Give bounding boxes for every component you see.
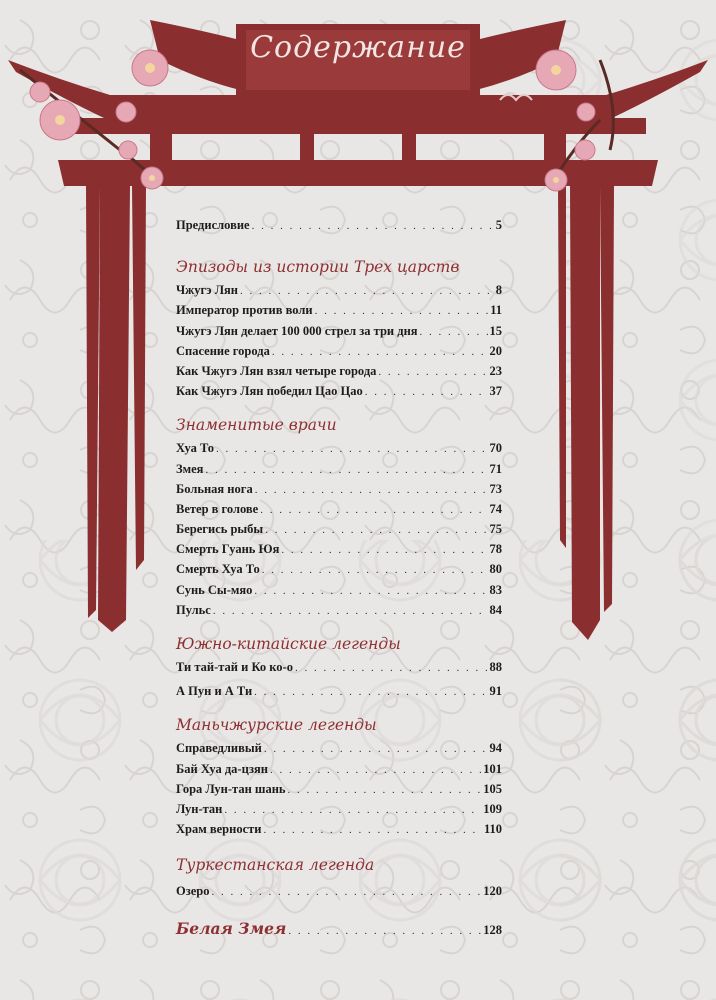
entry-page: 5 bbox=[495, 218, 502, 232]
entry-title: Император против воли bbox=[176, 303, 313, 318]
section-heading: Южно-китайские легенды bbox=[176, 635, 401, 653]
toc-entry[interactable] bbox=[176, 782, 502, 802]
entry-page: 23 bbox=[489, 363, 502, 378]
entry-page: 74 bbox=[489, 501, 502, 516]
dot-leader bbox=[263, 824, 481, 836]
toc-entry-preface[interactable] bbox=[176, 218, 502, 238]
entry-title: Спасение города bbox=[176, 343, 270, 358]
dot-leader bbox=[240, 285, 494, 297]
entry-title: Озеро bbox=[176, 884, 210, 899]
dot-leader bbox=[255, 484, 488, 496]
entry-title: Предисловие bbox=[176, 218, 250, 232]
entry-page: 84 bbox=[489, 602, 502, 617]
entry-title: Чжугэ Лян bbox=[176, 283, 238, 298]
entry-title: Сунь Сы-мяо bbox=[176, 582, 253, 597]
dot-leader bbox=[288, 784, 482, 796]
toc-entry[interactable] bbox=[176, 660, 502, 680]
entry-page: 75 bbox=[489, 522, 502, 537]
dot-leader bbox=[265, 524, 487, 536]
entry-page: 101 bbox=[483, 761, 502, 776]
dot-leader bbox=[315, 305, 489, 317]
dot-leader bbox=[212, 886, 482, 898]
entry-title: Берегись рыбы bbox=[176, 522, 264, 537]
toc-entry[interactable] bbox=[176, 802, 502, 822]
entry-title: Лун-тан bbox=[176, 801, 223, 816]
entry-title: Хуа То bbox=[176, 441, 215, 456]
entry-page: 105 bbox=[483, 781, 502, 796]
toc-entry[interactable] bbox=[176, 684, 502, 704]
toc-entry[interactable] bbox=[176, 462, 502, 482]
entry-page: 128 bbox=[483, 922, 502, 937]
toc-entry[interactable] bbox=[176, 884, 502, 904]
entry-title: Как Чжугэ Лян взял четыре города bbox=[176, 363, 377, 378]
entry-page: 70 bbox=[489, 441, 502, 456]
page-title: Содержание bbox=[250, 30, 466, 65]
section-heading: Маньчжурские легенды bbox=[176, 716, 377, 735]
entry-title: Пульс bbox=[176, 602, 211, 617]
dot-leader bbox=[270, 764, 481, 776]
entry-page: 120 bbox=[483, 884, 502, 899]
entry-title: Змея bbox=[176, 461, 204, 476]
dot-leader bbox=[224, 804, 481, 816]
dot-leader bbox=[252, 220, 494, 232]
entry-page: 80 bbox=[489, 562, 502, 577]
toc-entry[interactable] bbox=[176, 583, 502, 603]
toc-entry[interactable] bbox=[176, 542, 502, 562]
dot-leader bbox=[213, 605, 488, 617]
toc-entry[interactable] bbox=[176, 384, 502, 404]
entry-page: 83 bbox=[489, 582, 502, 597]
dot-leader bbox=[272, 346, 488, 358]
dot-leader bbox=[254, 686, 487, 698]
toc-entry[interactable] bbox=[176, 502, 502, 522]
entry-title: Чжугэ Лян делает 100 000 стрел за три дня bbox=[176, 323, 418, 338]
toc-entry[interactable] bbox=[176, 822, 502, 842]
dot-leader bbox=[216, 443, 487, 455]
toc-entry[interactable] bbox=[176, 562, 502, 582]
entry-title: Как Чжугэ Лян победил Цао Цао bbox=[176, 384, 363, 399]
dot-leader bbox=[281, 544, 487, 556]
entry-title: Больная нога bbox=[176, 481, 253, 496]
entry-title: Бай Хуа да-цзян bbox=[176, 761, 268, 776]
toc-entry[interactable] bbox=[176, 364, 502, 384]
dot-leader bbox=[378, 366, 487, 378]
dot-leader bbox=[420, 326, 488, 338]
section-heading: Знаменитые врачи bbox=[176, 416, 337, 435]
section-heading: Туркестанская легенда bbox=[176, 856, 375, 875]
entry-page: 78 bbox=[489, 542, 502, 557]
toc-entry-white-snake[interactable] bbox=[176, 919, 502, 939]
toc-entry[interactable] bbox=[176, 603, 502, 623]
section-heading: Эпизоды из истории Трех царств bbox=[176, 258, 460, 277]
dot-leader bbox=[295, 662, 488, 674]
entry-page: 91 bbox=[489, 684, 502, 699]
entry-page: 20 bbox=[489, 343, 502, 358]
entry-page: 73 bbox=[489, 481, 502, 496]
table-of-contents bbox=[176, 218, 502, 939]
entry-page: 110 bbox=[483, 822, 502, 837]
toc-entry[interactable] bbox=[176, 303, 502, 323]
dot-leader bbox=[288, 925, 481, 937]
entry-title: Смерть Хуа То bbox=[176, 562, 260, 577]
entry-page: 11 bbox=[490, 303, 502, 318]
entry-title: Ти тай-тай и Ко ко-о bbox=[176, 660, 293, 674]
section-heading: Белая Змея bbox=[176, 918, 287, 938]
entry-page: 15 bbox=[489, 323, 502, 338]
dot-leader bbox=[365, 386, 488, 398]
entry-title: Гора Лун-тан шань bbox=[176, 781, 286, 796]
toc-entry[interactable] bbox=[176, 741, 502, 761]
entry-page: 94 bbox=[489, 741, 502, 756]
entry-page: 8 bbox=[495, 283, 502, 298]
entry-title: Ветер в голове bbox=[176, 501, 259, 516]
toc-entry[interactable] bbox=[176, 344, 502, 364]
dot-leader bbox=[262, 564, 488, 576]
entry-page: 109 bbox=[483, 801, 502, 816]
toc-entry[interactable] bbox=[176, 522, 502, 542]
entry-title: А Пун и А Ти bbox=[176, 684, 253, 699]
entry-title: Смерть Гуань Юя bbox=[176, 542, 280, 557]
entry-title: Храм верности bbox=[176, 822, 262, 837]
toc-entry[interactable] bbox=[176, 482, 502, 502]
toc-entry[interactable] bbox=[176, 324, 502, 344]
entry-page: 37 bbox=[489, 384, 502, 399]
toc-entry[interactable] bbox=[176, 441, 502, 461]
toc-entry[interactable] bbox=[176, 283, 502, 303]
entry-page: 71 bbox=[489, 461, 502, 476]
dot-leader bbox=[205, 464, 487, 476]
toc-entry[interactable] bbox=[176, 762, 502, 782]
dot-leader bbox=[264, 743, 488, 755]
entry-title: Справедливый bbox=[176, 741, 262, 756]
dot-leader bbox=[254, 585, 487, 597]
entry-page: 88 bbox=[489, 660, 502, 674]
dot-leader bbox=[260, 504, 487, 516]
